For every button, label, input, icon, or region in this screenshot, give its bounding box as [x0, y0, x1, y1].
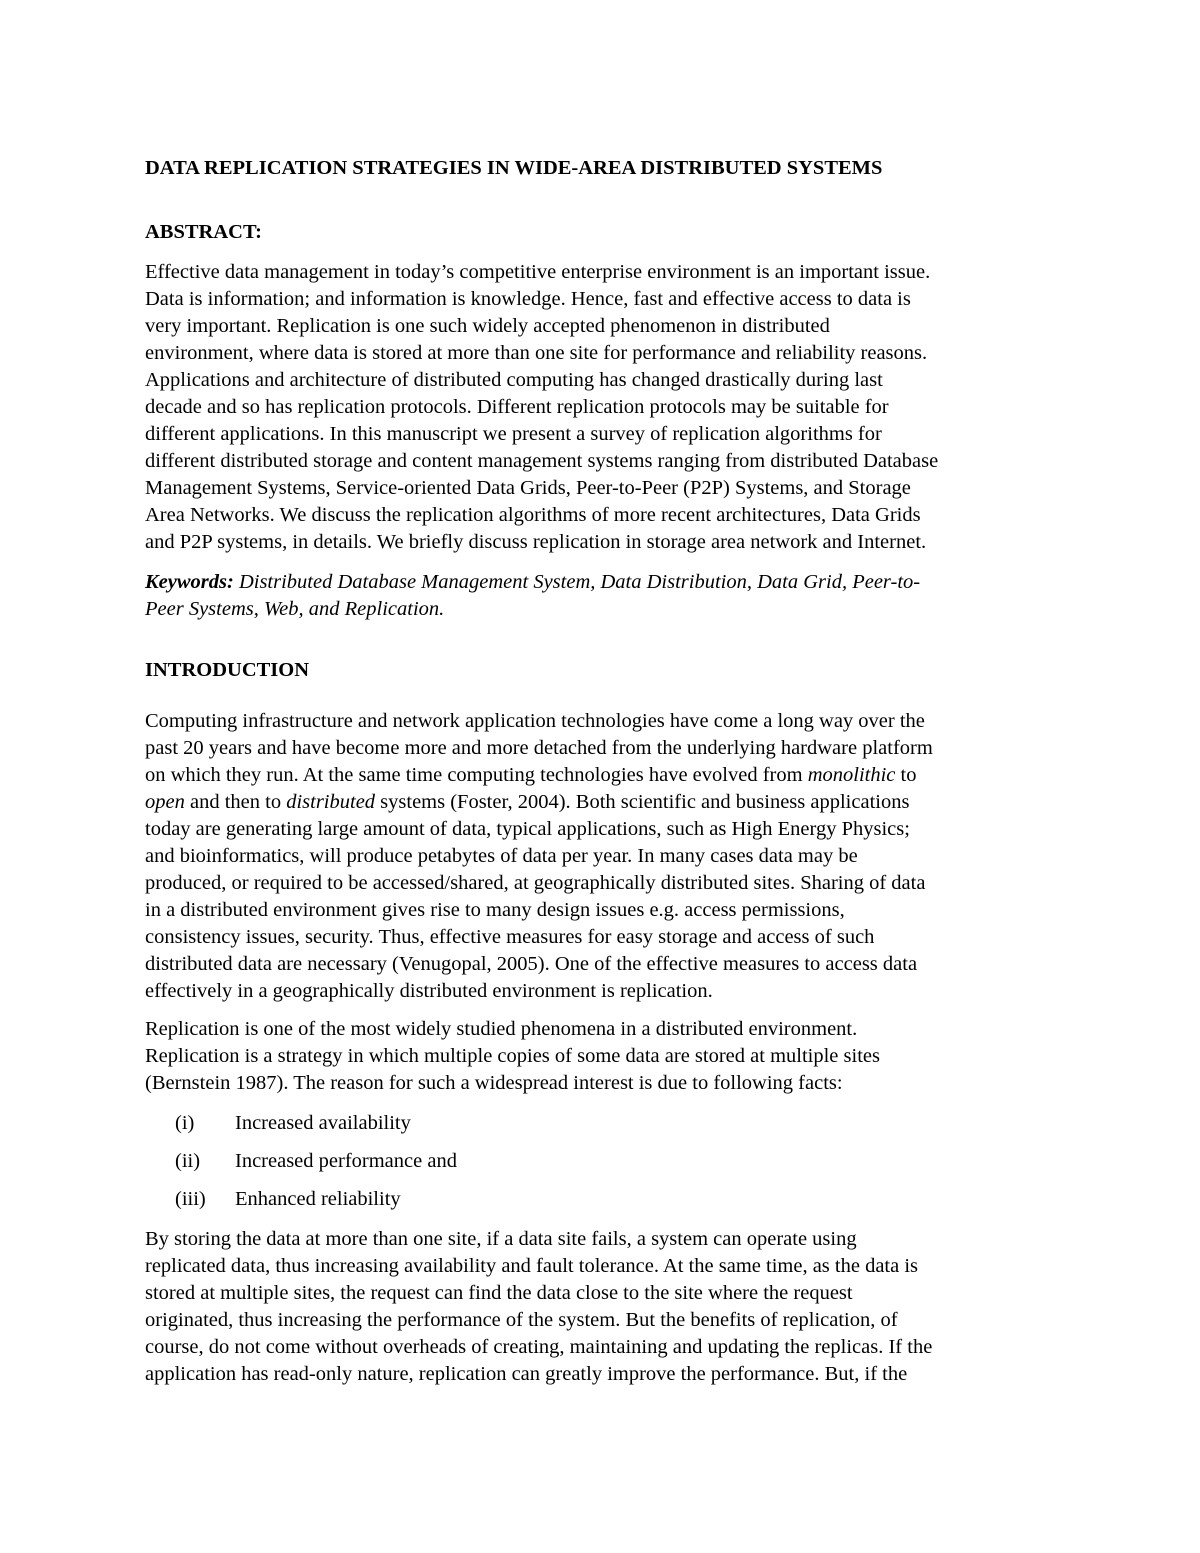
paragraph-line: produced, or required to be accessed/shared, at geographically distributed sites. Sharing of data — [145, 872, 926, 894]
text-run: to — [895, 764, 917, 786]
keywords-text: Distributed Database Management System, Data Distribution, Data Grid, Peer-to- — [233, 571, 921, 593]
paragraph-line: (Bernstein 1987). The reason for such a widespread interest is due to following facts: — [145, 1072, 843, 1094]
abstract-line: different applications. In this manuscript we present a survey of replication algorithms for — [145, 423, 882, 445]
emphasis-distributed: distributed — [286, 791, 376, 813]
paragraph-line: past 20 years and have become more and more detached from the underlying hardware platform — [145, 737, 933, 759]
paragraph-line: Computing infrastructure and network application technologies have come a long way over the — [145, 710, 925, 732]
list-item-text: Increased availability — [235, 1112, 411, 1134]
abstract-paragraph — [145, 259, 1065, 556]
abstract-line: different distributed storage and content management systems ranging from distributed Database — [145, 450, 939, 472]
list-item-text: Increased performance and — [235, 1150, 457, 1172]
paragraph-line — [145, 762, 1065, 789]
paragraph-line: course, do not come without overheads of creating, maintaining and updating the replicas. If the — [145, 1336, 933, 1358]
paragraph-line: originated, thus increasing the performance of the system. But the benefits of replication, of — [145, 1309, 898, 1331]
paragraph-line: application has read-only nature, replication can greatly improve the performance. But, if the — [145, 1363, 908, 1385]
abstract-line: environment, where data is stored at more than one site for performance and reliability reasons. — [145, 342, 928, 364]
abstract-line: Data is information; and information is knowledge. Hence, fast and effective access to data is — [145, 288, 911, 310]
emphasis-monolithic: monolithic — [807, 764, 896, 786]
list-item — [175, 1148, 457, 1175]
benefits-list — [175, 1110, 457, 1224]
abstract-line: decade and so has replication protocols. Different replication protocols may be suitable for — [145, 396, 889, 418]
paper-title: DATA REPLICATION STRATEGIES IN WIDE-AREA DISTRIBUTED SYSTEMS — [145, 157, 883, 179]
text-run: and then to — [184, 791, 287, 813]
introduction-paragraph-2 — [145, 1016, 1065, 1097]
abstract-line: Effective data management in today’s competitive enterprise environment is an important issue. — [145, 261, 931, 283]
text-run: on which they run. At the same time computing technologies have evolved from — [145, 764, 808, 786]
paragraph-line: effectively in a geographically distributed environment is replication. — [145, 980, 713, 1002]
keywords-paragraph — [145, 569, 1065, 623]
abstract-line: and P2P systems, in details. We briefly discuss replication in storage area network and Internet. — [145, 531, 927, 553]
text-run: systems (Foster, 2004). Both scientific and business applications — [375, 791, 910, 813]
paragraph-line: Replication is one of the most widely studied phenomena in a distributed environment. — [145, 1018, 858, 1040]
abstract-line: very important. Replication is one such widely accepted phenomenon in distributed — [145, 315, 830, 337]
abstract-line: Management Systems, Service-oriented Data Grids, Peer-to-Peer (P2P) Systems, and Storage — [145, 477, 911, 499]
keywords-line: Peer Systems, Web, and Replication. — [145, 598, 445, 620]
emphasis-open: open — [145, 791, 185, 813]
paragraph-line: and bioinformatics, will produce petabytes of data per year. In many cases data may be — [145, 845, 858, 867]
abstract-heading: ABSTRACT: — [145, 221, 262, 243]
paragraph-line: replicated data, thus increasing availability and fault tolerance. At the same time, as the data is — [145, 1255, 919, 1277]
introduction-paragraph-1 — [145, 708, 1065, 1005]
abstract-line: Applications and architecture of distributed computing has changed drastically during last — [145, 369, 883, 391]
list-item-text: Enhanced reliability — [235, 1188, 401, 1210]
paragraph-line: stored at multiple sites, the request can find the data close to the site where the request — [145, 1282, 853, 1304]
paragraph-line: today are generating large amount of data, typical applications, such as High Energy Physics; — [145, 818, 910, 840]
list-item — [175, 1186, 457, 1213]
introduction-paragraph-3 — [145, 1226, 1065, 1388]
paragraph-line: in a distributed environment gives rise to many design issues e.g. access permissions, — [145, 899, 845, 921]
paragraph-line: Replication is a strategy in which multiple copies of some data are stored at multiple sites — [145, 1045, 880, 1067]
paragraph-line — [145, 789, 1065, 816]
introduction-heading: INTRODUCTION — [145, 659, 310, 681]
list-item-number: (ii) — [175, 1150, 201, 1172]
keywords-label: Keywords: — [145, 571, 234, 593]
list-item-number: (iii) — [175, 1188, 206, 1210]
paragraph-line: consistency issues, security. Thus, effective measures for easy storage and access of such — [145, 926, 875, 948]
abstract-line: Area Networks. We discuss the replication algorithms of more recent architectures, Data Grids — [145, 504, 921, 526]
keywords-line — [145, 569, 1065, 596]
list-item-number: (i) — [175, 1112, 195, 1134]
paragraph-line: By storing the data at more than one site, if a data site fails, a system can operate using — [145, 1228, 857, 1250]
paragraph-line: distributed data are necessary (Venugopal, 2005). One of the effective measures to access data — [145, 953, 918, 975]
list-item — [175, 1110, 457, 1137]
